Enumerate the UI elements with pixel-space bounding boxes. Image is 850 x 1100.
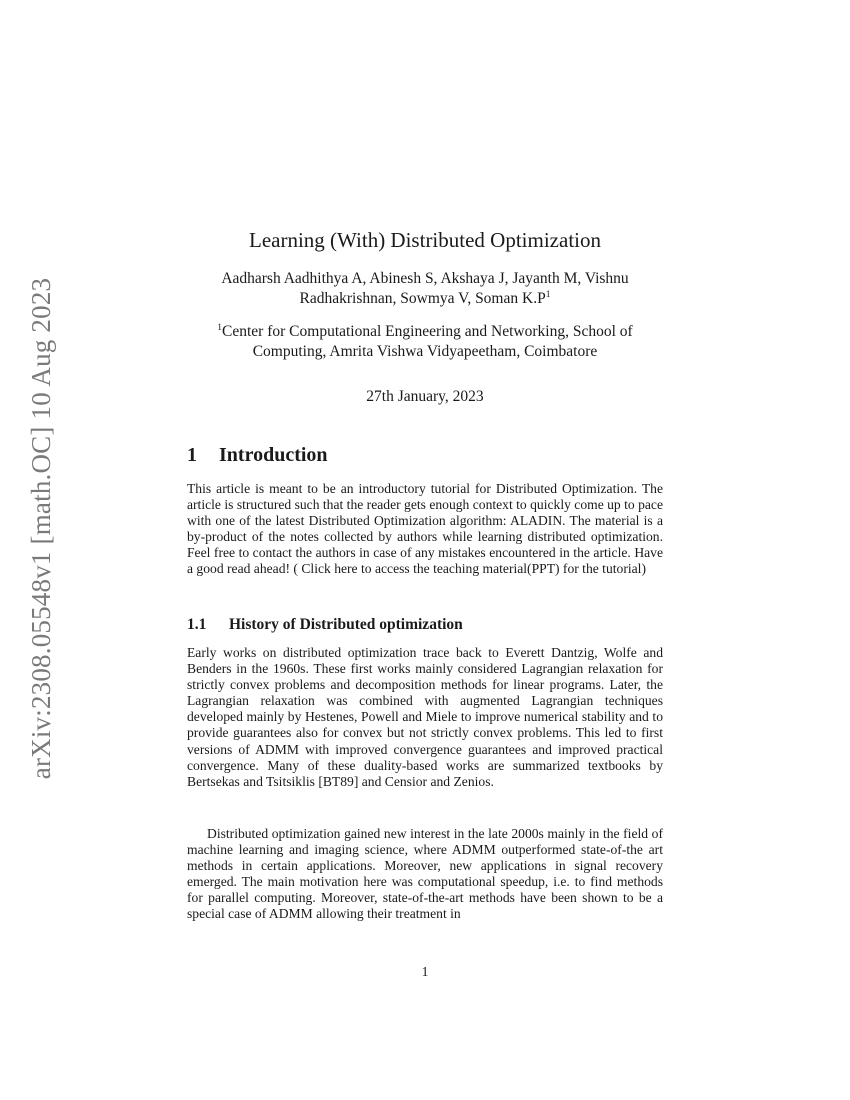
history-paragraph-2: Distributed optimization gained new interest in the late 2000s mainly in the field of machine learning and imaging science, where ADMM outperformed state-of-the art methods in certain applications. Moreover, new applications in signal recovery emerged. The main motivation here was computational speedup, i.e. to find methods for parallel computing. Moreover, state-of-the-art methods have been shown to be a special case of ADMM allowing their treatment in [187, 826, 663, 922]
subsection-heading-history [187, 614, 663, 636]
subsection-title: History of Distributed optimization [229, 616, 463, 633]
paper-title: Learning (With) Distributed Optimization [249, 228, 601, 252]
section-heading-introduction [187, 441, 663, 469]
author-list [187, 269, 663, 309]
affiliation-text: Center for Computational Engineering and Networking, School of Computing, Amrita Vishwa Vidyapeetham, Coimbatore [222, 323, 633, 360]
intro-paragraph: This article is meant to be an introductory tutorial for Distributed Optimization. The article is structured such that the reader gets enough context to quickly come up to pace with one of the latest Distributed Optimization algorithm: ALADIN. The material is a by-product of the notes collected by authors while learning distributed optimization. Feel free to contact the authors in case of any mistakes encountered in the article. Have a good read ahead! ( Click here to access the teaching material(PPT) for the tutorial) [187, 481, 663, 577]
authors-line-2 [187, 289, 663, 309]
section-title: Introduction [219, 444, 328, 466]
section-number: 1 [187, 444, 197, 466]
authors-line-2-text: Radhakrishnan, Sowmya V, Soman K.P [299, 290, 546, 307]
arxiv-identifier: arXiv:2308.05548v1 [math.OC] 10 Aug 2023 [26, 277, 57, 779]
affiliation-marker: 1 [217, 322, 223, 333]
author-affiliation-marker: 1 [545, 289, 551, 300]
page-number: 1 [421, 964, 429, 979]
affiliation [187, 322, 663, 362]
authors-line-1: Aadharsh Aadhithya A, Abinesh S, Akshaya J, Jayanth M, Vishnu [221, 270, 629, 287]
paper-date: 27th January, 2023 [366, 388, 484, 405]
subsection-number: 1.1 [187, 616, 207, 633]
history-paragraph: Early works on distributed optimization trace back to Everett Dantzig, Wolfe and Benders in the 1960s. These first works mainly considered Lagrangian relaxation for strictly convex problems and decomposition methods for linear programs. Later, the Lagrangian relaxation was combined with augmented Lagrangian techniques developed mainly by Hestenes, Powell and Miele to improve numerical stability and to provide guarantees also for convex but not strictly convex problems. This led to first versions of ADMM with improved convergence guarantees and improved practical convergence. Many of these duality-based works are summarized textbooks by Bertsekas and Tsitsiklis [BT89] and Censior and Zenios. [187, 645, 663, 789]
